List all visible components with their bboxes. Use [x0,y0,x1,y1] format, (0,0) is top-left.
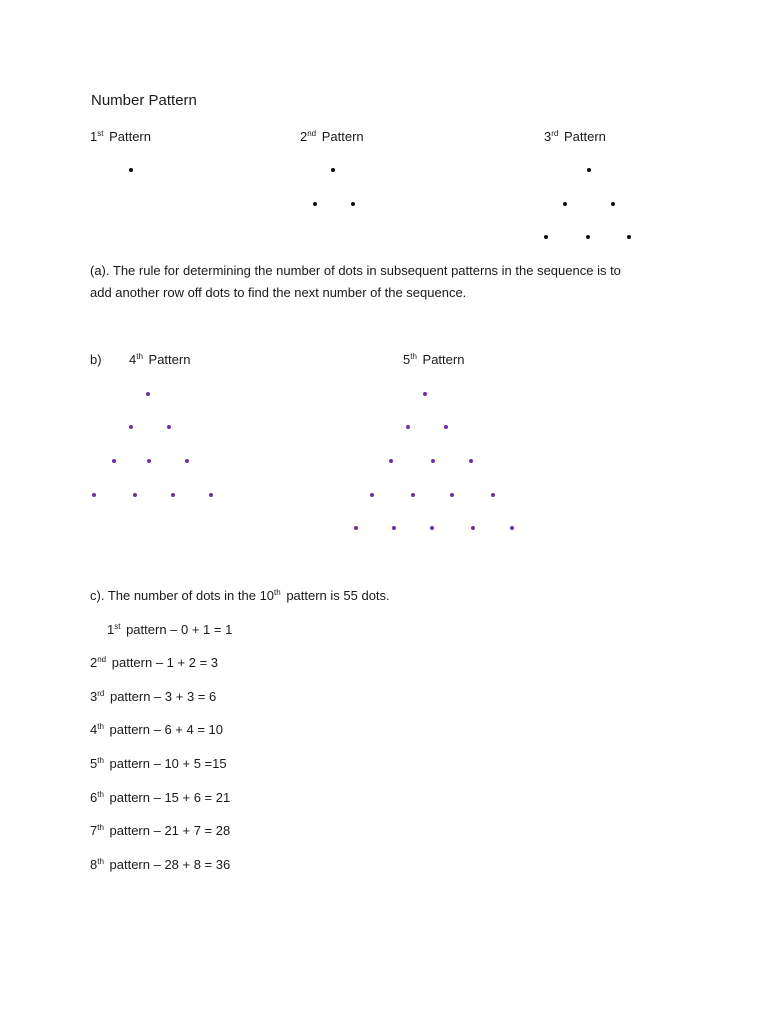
dot [112,459,116,463]
sum-row: 4th pattern – 6 + 4 = 10 [90,722,223,737]
pattern-4-label: 4th Pattern [129,352,191,367]
page-title: Number Pattern [91,92,197,109]
pattern-5-label: 5th Pattern [403,352,465,367]
sum-row: 8th pattern – 28 + 8 = 36 [90,857,231,872]
part-a-line-2: add another row off dots to find the next number of the sequence. [90,285,467,300]
dot [411,493,415,497]
dot [611,202,615,206]
dot [510,526,514,530]
dot [389,459,393,463]
dot [92,493,96,497]
dot [544,235,548,239]
part-a-line-1: (a). The rule for determining the number of dots in subsequent patterns in the sequence is to [90,263,621,278]
sum-row: 3rd pattern – 3 + 3 = 6 [90,689,217,704]
dot [147,459,151,463]
dot [313,202,317,206]
dot [392,526,396,530]
pattern-1-label: 1st Pattern [90,129,151,144]
sum-row: 5th pattern – 10 + 5 =15 [90,756,227,771]
dot [146,392,150,396]
pattern-3-label: 3rd Pattern [544,129,606,144]
dot [444,425,448,429]
part-c-answer: c). The number of dots in the 10th pattern is 55 dots. [90,588,390,603]
dot [471,526,475,530]
dot [354,526,358,530]
sum-row: 2nd pattern – 1 + 2 = 3 [90,655,218,670]
dot [430,526,434,530]
dot [627,235,631,239]
dot [586,235,590,239]
dot [209,493,213,497]
sum-row: 6th pattern – 15 + 6 = 21 [90,790,231,805]
sum-row: 7th pattern – 21 + 7 = 28 [90,823,231,838]
part-b-label: b) [90,352,102,367]
sum-row: 1st pattern – 0 + 1 = 1 [107,622,233,637]
dot [331,168,335,172]
dot [563,202,567,206]
dot [450,493,454,497]
dot [129,425,133,429]
dot [469,459,473,463]
dot [370,493,374,497]
dot [406,425,410,429]
dot [351,202,355,206]
dot [167,425,171,429]
pattern-2-label: 2nd Pattern [300,129,364,144]
dot [423,392,427,396]
dot [133,493,137,497]
dot [171,493,175,497]
dot [491,493,495,497]
dot [129,168,133,172]
dot [587,168,591,172]
dot [431,459,435,463]
dot [185,459,189,463]
